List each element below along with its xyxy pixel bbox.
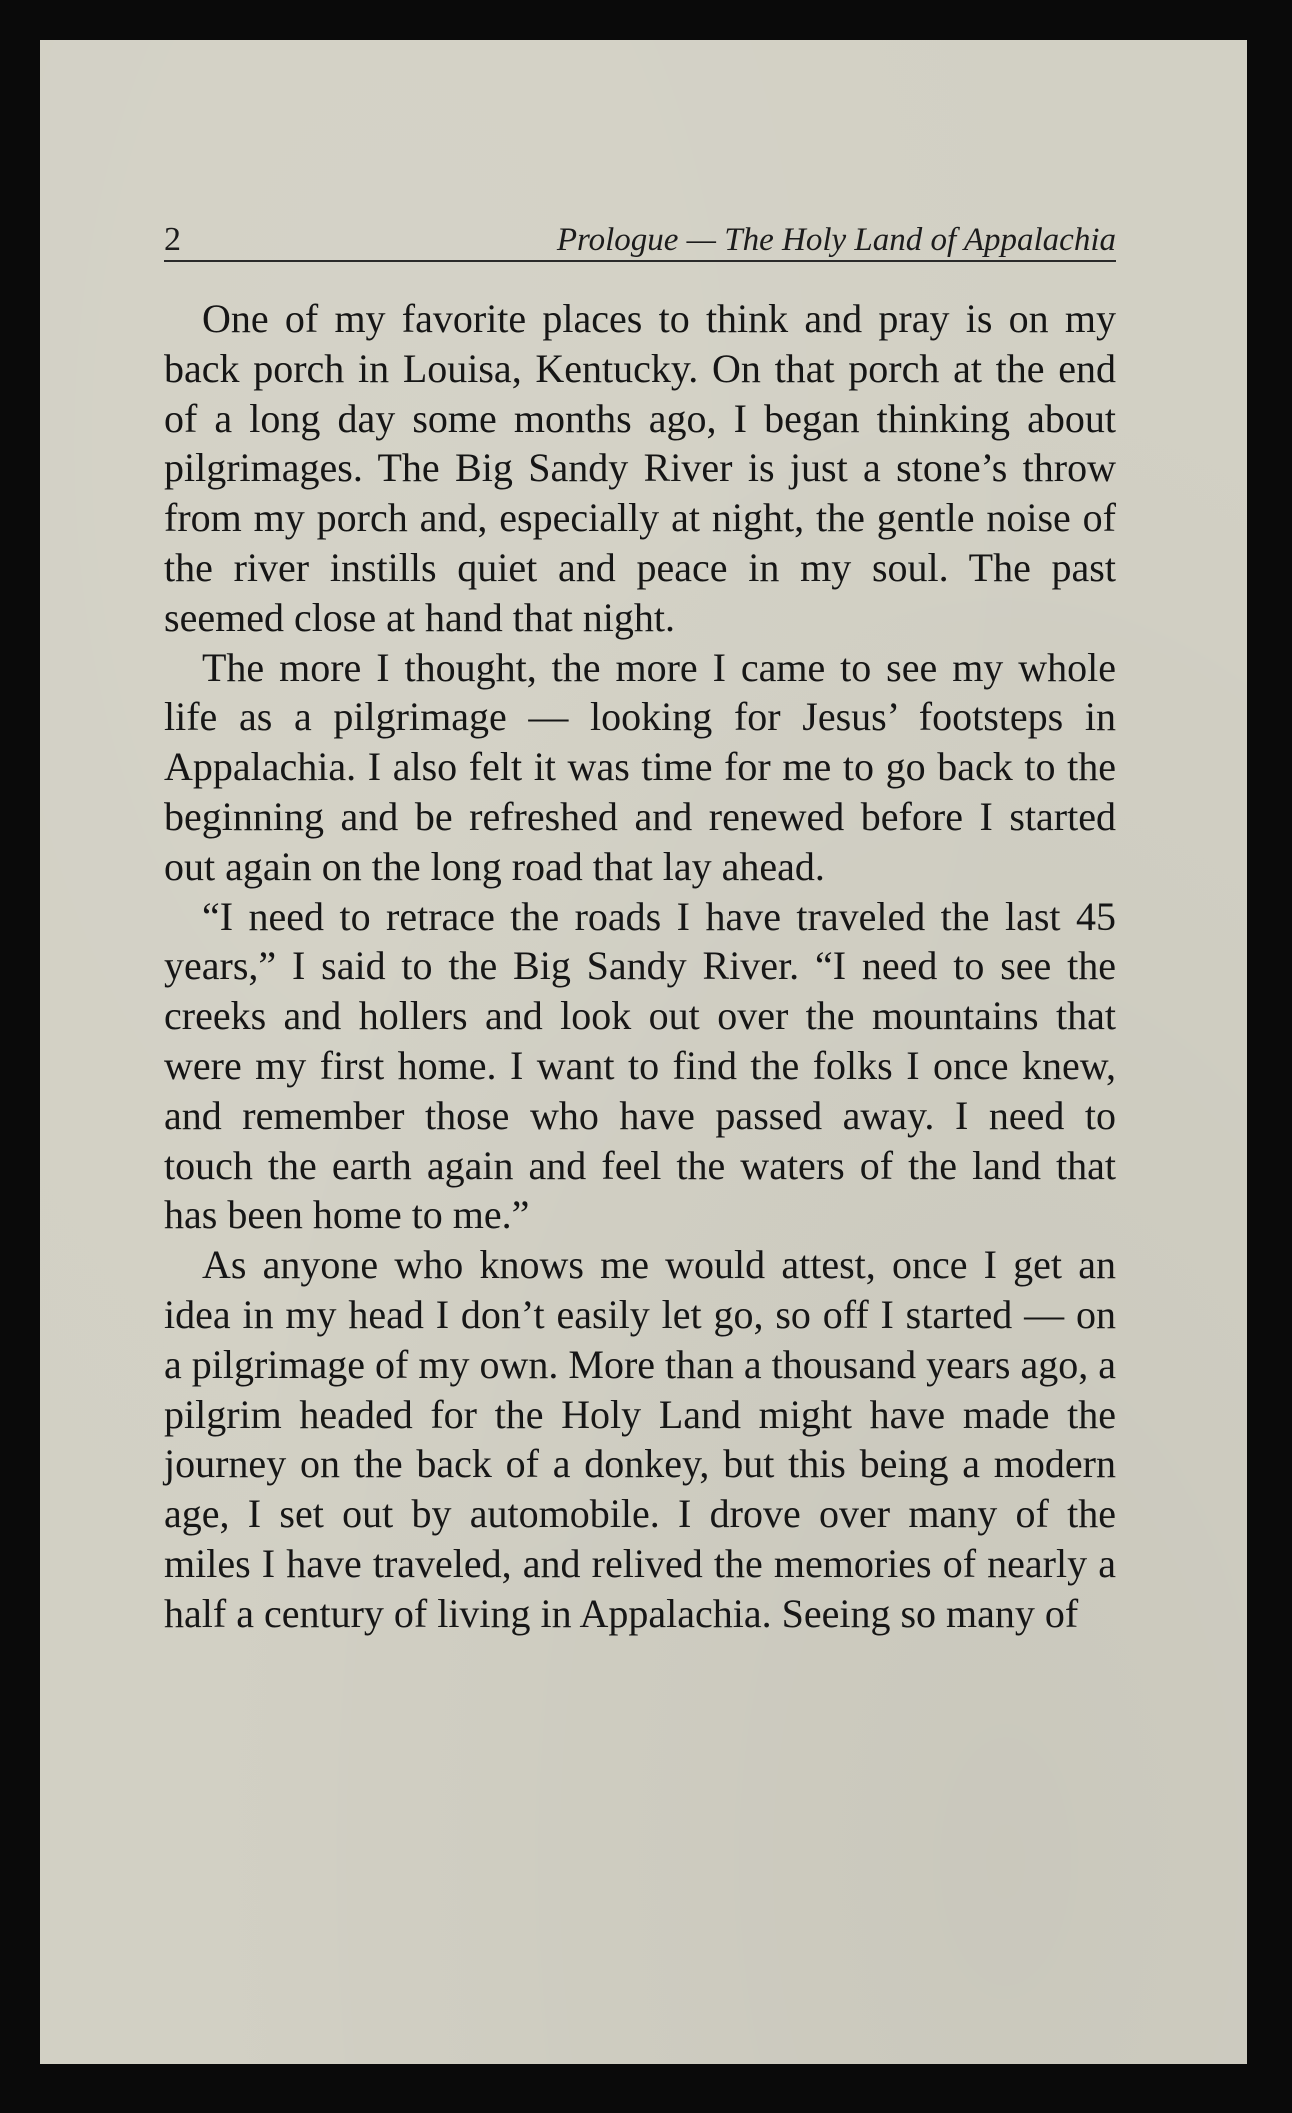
running-title: Prologue — The Holy Land of Appalachia: [556, 222, 1116, 258]
body-text: [164, 294, 1116, 1639]
paragraph: One of my favorite places to think and pray is on my back porch in Louisa, Kentucky. On that porch at the end of a long day some months ago, I began thinking about pilgrimages. The Big Sandy River is just a stone’s throw from my porch and, especially at night, the gentle noise of the river instills quiet and peace in my soul. The past seemed close at hand that night.: [164, 296, 1116, 640]
paragraph: The more I thought, the more I came to see my whole life as a pilgrimage — looking for Jesus’ footsteps in Appalachia. I also felt it was time for me to go back to the beginning and be refreshed and renewed before I started out again on the long road that lay ahead.: [164, 644, 1116, 889]
paragraph: As anyone who knows me would attest, once I get an idea in my head I don’t easily let go, so off I started — on a pilgrimage of my own. More than a thousand years ago, a pilgrim headed for the Holy Land might have made the journey on the back of a donkey, but this being a modern age, I set out by automobile. I drove over many of the miles I have traveled, and relived the memories of nearly a half a century of living in Appalachia. Seeing so many of: [164, 1242, 1116, 1636]
page-header: [164, 218, 1116, 262]
header-rule: [164, 260, 1116, 262]
page-number: 2: [164, 221, 181, 258]
paragraph: “I need to retrace the roads I have traveled the last 45 years,” I said to the Big Sandy River. “I need to see the creeks and hollers and look out over the mountains that were my first home. I want to find the folks I once knew, and remember those who have passed away. I need to touch the earth again and feel the waters of the land that has been home to me.”: [164, 893, 1116, 1238]
